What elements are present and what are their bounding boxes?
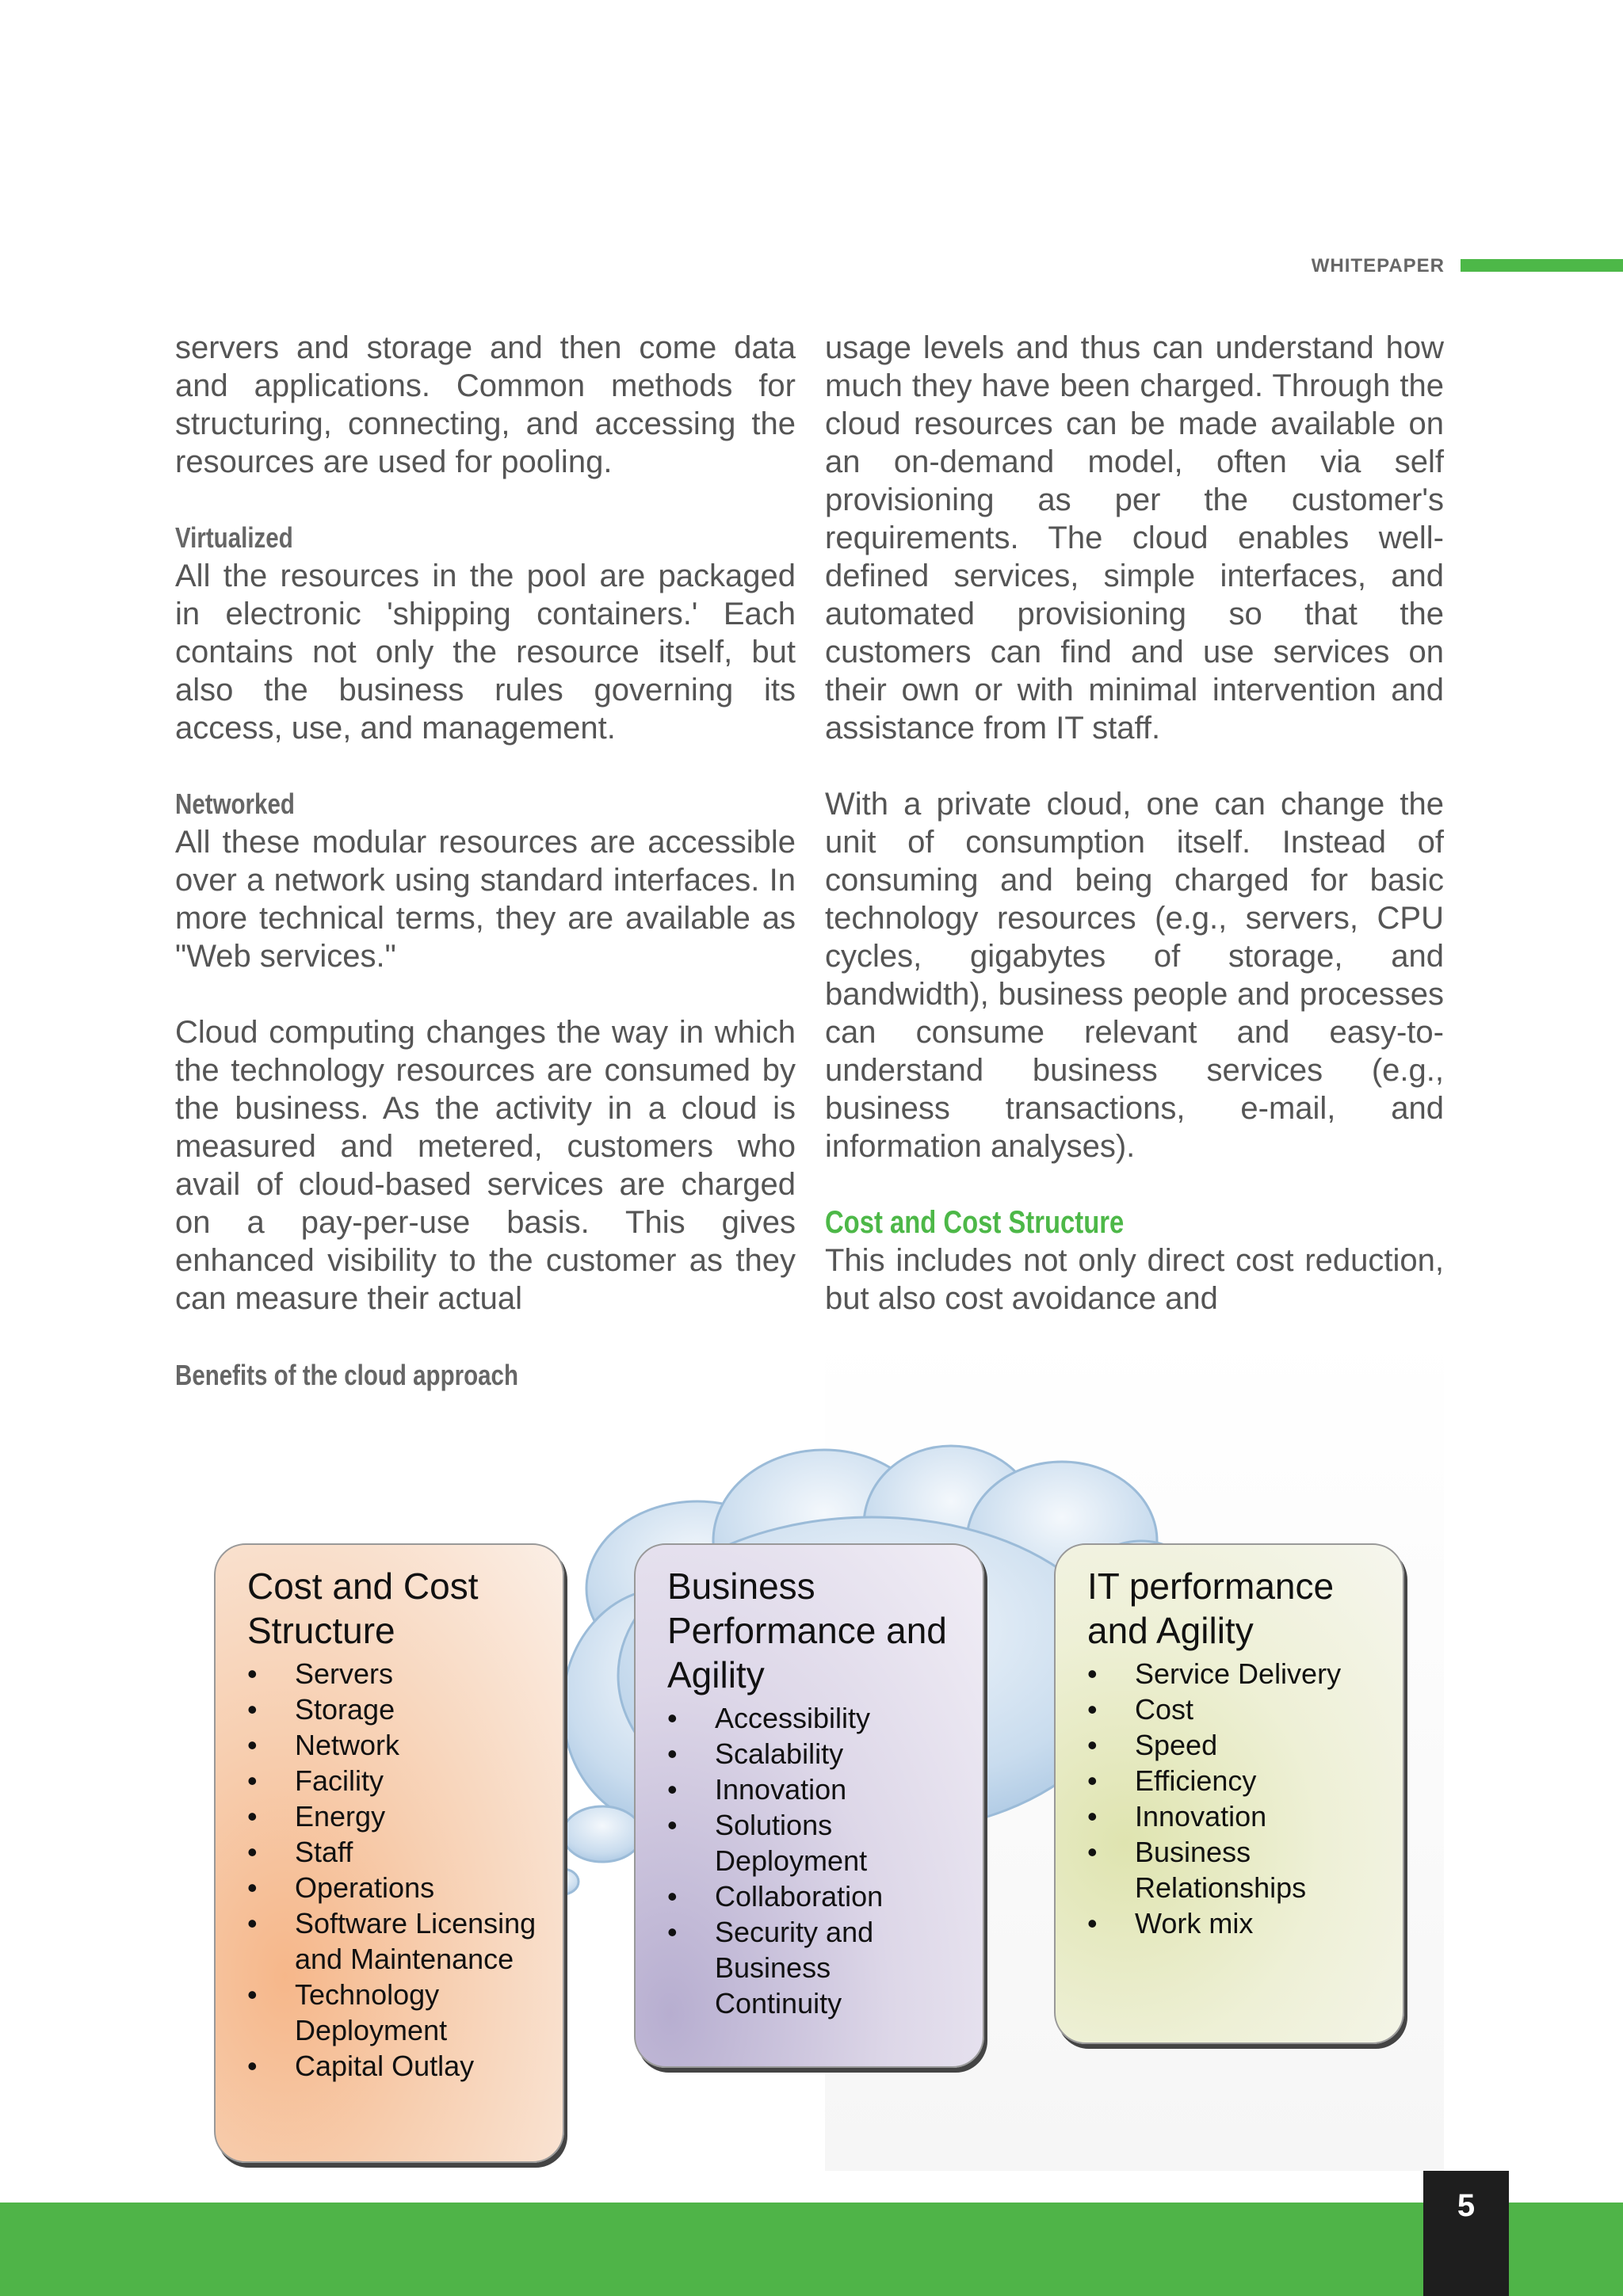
benefit-list bbox=[667, 1700, 959, 2021]
list-item: • Work mix bbox=[1087, 1905, 1379, 1941]
list-item: • Innovation bbox=[1087, 1798, 1379, 1834]
figure-title: Benefits of the cloud approach bbox=[175, 1359, 518, 1391]
list-item: • Efficiency bbox=[1087, 1763, 1379, 1798]
list-item: • Service Delivery bbox=[1087, 1656, 1379, 1691]
list-item: • Network bbox=[247, 1727, 539, 1763]
box-title: Business Performance and Agility bbox=[667, 1566, 947, 1695]
list-item: • Cost bbox=[1087, 1691, 1379, 1727]
paragraph: All these modular resources are accessible over a network using standard interfaces. In more technical terms, they are available as "Web services." bbox=[175, 825, 796, 974]
list-item: • Innovation bbox=[667, 1772, 959, 1807]
benefit-box-business bbox=[634, 1543, 984, 2068]
header-accent-bar bbox=[1461, 259, 1623, 272]
list-item: • Facility bbox=[247, 1763, 539, 1798]
left-column bbox=[175, 329, 796, 1318]
right-column bbox=[825, 329, 1444, 1318]
box-title: Cost and Cost Structure bbox=[247, 1566, 479, 1651]
section-heading-virtualized: Virtualized bbox=[175, 521, 293, 554]
list-item: • Accessibility bbox=[667, 1700, 959, 1736]
list-item: • Servers bbox=[247, 1656, 539, 1691]
benefit-list bbox=[247, 1656, 539, 2084]
paragraph: Cloud computing changes the way in which the technology resources are consumed by the business. As the activity in a cloud is measured and metered, customers who avail of cloud-based services are charged on a pay-per-use basis. This gives enhanced visibility to the customer as they can measure their actual bbox=[175, 1015, 796, 1316]
list-item: • Solutions Deployment bbox=[667, 1807, 959, 1878]
list-item: • Energy bbox=[247, 1798, 539, 1834]
benefit-list bbox=[1087, 1656, 1379, 1941]
list-item: • Operations bbox=[247, 1870, 539, 1905]
list-item: • Software Licensing and Maintenance bbox=[247, 1905, 539, 1977]
list-item: • Collaboration bbox=[667, 1878, 959, 1914]
box-title: IT performance and Agility bbox=[1087, 1566, 1335, 1651]
list-item: • Technology Deployment bbox=[247, 1977, 539, 2048]
paragraph: With a private cloud, one can change the unit of consumption itself. Instead of consuming and being charged for basic technology resources (e.g., servers, CPU cycles, gigabytes of storage, and bandwidth), business people and processes can consume relevant and easy-to-understand business services (e.g., business transactions, e-mail, and information analyses). bbox=[825, 787, 1444, 1164]
paragraph: This includes not only direct cost reduction, but also cost avoidance and bbox=[825, 1243, 1444, 1316]
benefit-box-it bbox=[1054, 1543, 1404, 2044]
list-item: • Scalability bbox=[667, 1736, 959, 1772]
section-heading-networked: Networked bbox=[175, 788, 295, 820]
list-item: • Security and Business Continuity bbox=[667, 1914, 959, 2021]
list-item: • Business Relationships bbox=[1087, 1834, 1379, 1905]
footer-bar bbox=[0, 2203, 1623, 2296]
benefit-box-cost bbox=[214, 1543, 564, 2163]
list-item: • Speed bbox=[1087, 1727, 1379, 1763]
header-label: WHITEPAPER bbox=[1311, 255, 1445, 277]
paragraph: servers and storage and then come data and applications. Common methods for structuring, connecting, and accessing the resources are used for pooling. bbox=[175, 330, 796, 479]
paragraph: All the resources in the pool are packaged in electronic 'shipping containers.' Each contains not only the resource itself, but also the business rules governing its access, use, and management. bbox=[175, 559, 796, 746]
section-heading-cost: Cost and Cost Structure bbox=[825, 1205, 1125, 1240]
page-number: 5 bbox=[1423, 2171, 1509, 2296]
list-item: • Storage bbox=[247, 1691, 539, 1727]
list-item: • Capital Outlay bbox=[247, 2048, 539, 2084]
paragraph: usage levels and thus can understand how much they have been charged. Through the cloud resources can be made available on an on-demand model, often via self provisioning as per the customer's requirements. The cloud enables well-defined services, simple interfaces, and automated provisioning so that the customers can find and use services on their own or with minimal intervention and assistance from IT staff. bbox=[825, 330, 1444, 746]
list-item: • Staff bbox=[247, 1834, 539, 1870]
